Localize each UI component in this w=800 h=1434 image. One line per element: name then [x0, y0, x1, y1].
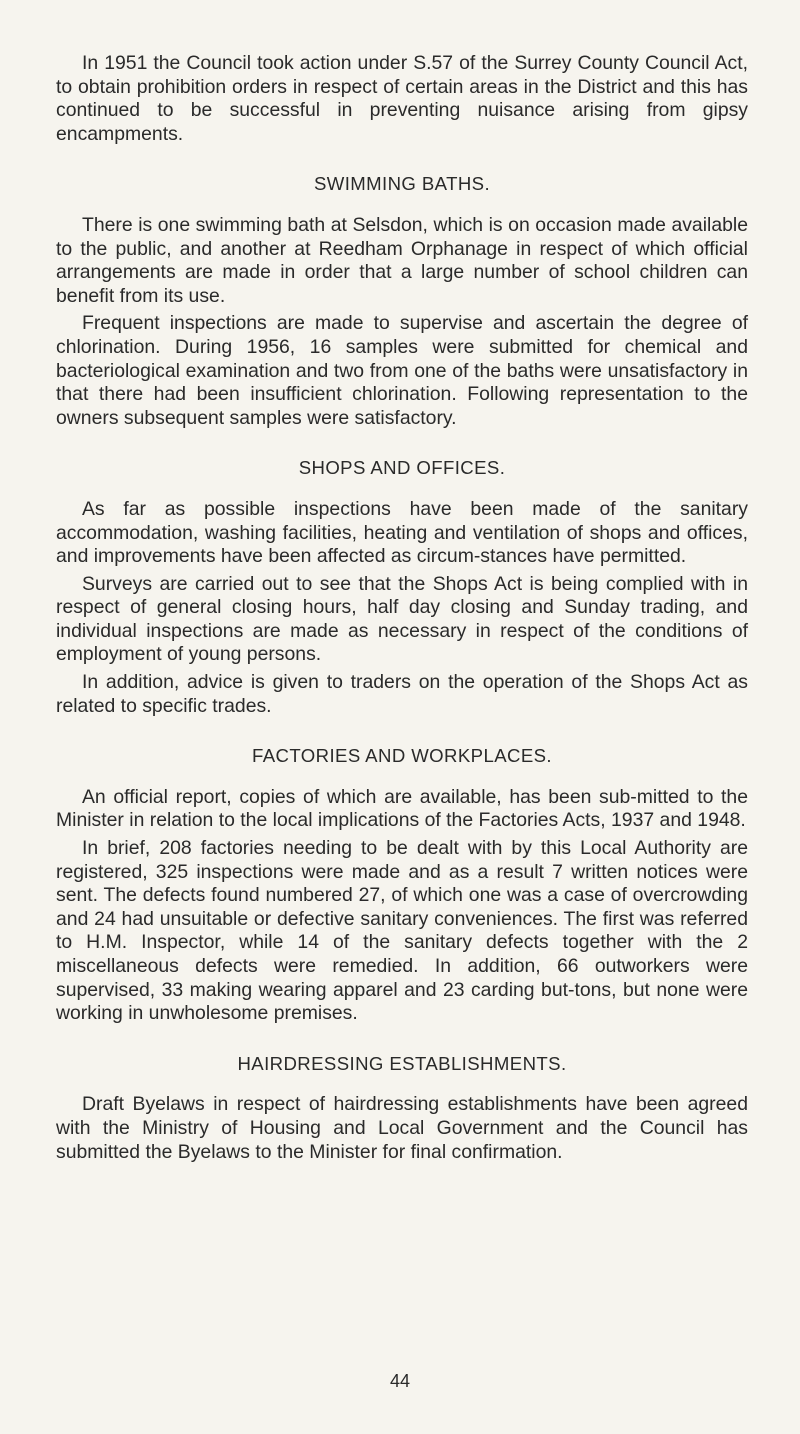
- section-heading: FACTORIES AND WORKPLACES.: [252, 745, 552, 767]
- section-heading: HAIRDRESSING ESTABLISHMENTS.: [237, 1052, 567, 1074]
- paragraph: Draft Byelaws in respect of hairdressing establishments have been agreed with the Ministry of Housing and Local Government and the Council has submitted the Byelaws to the Minister for final confirmation.: [56, 1093, 748, 1163]
- section-heading: SHOPS AND OFFICES.: [298, 457, 506, 479]
- paragraph: An official report, copies of which are available, has been sub-mitted to the Minister in relation to the local implications of the Factories Acts, 1937 and 1948.: [56, 785, 748, 832]
- paragraph: Surveys are carried out to see that the Shops Act is being complied with in respect of general closing hours, half day closing and Sunday trading, and individual inspections are made as necessary in respect of the conditions of employment of young persons.: [56, 572, 748, 666]
- intro-paragraph: In 1951 the Council took action under S.57 of the Surrey County Council Act, to obtain prohibition orders in respect of certain areas in the District and this has continued to be successful in preventing nuisance arising from gipsy encampments.: [56, 52, 748, 145]
- paragraph: In brief, 208 factories needing to be dealt with by this Local Authority are registered, 325 inspections were made and as a result 7 written notices were sent. The defects found numbered 27, of which one was a case of overcrowding and 24 had unsuitable or defective sanitary conveniences. The first was referred to H.M. Inspector, while 14 of the sanitary defects together with the 2 miscellaneous defects were remedied. In addition, 66 outworkers were supervised, 33 making wearing apparel and 23 carding but-tons, but none were working in unwholesome premises.: [56, 837, 748, 1025]
- page-number: 44: [389, 1371, 411, 1391]
- section-swimming-baths: [56, 172, 748, 430]
- section-heading: SWIMMING BATHS.: [313, 173, 491, 195]
- paragraph: There is one swimming bath at Selsdon, which is on occasion made available to the public, and another at Reedham Orphanage in respect of which official arrangements are made in order that a large number of school children can benefit from its use.: [56, 213, 748, 307]
- section-shops-offices: [56, 456, 748, 718]
- document-page: [56, 52, 748, 1164]
- section-hairdressing: [56, 1052, 748, 1164]
- paragraph: Frequent inspections are made to supervise and ascertain the degree of chlorination. During 1956, 16 samples were submitted for chemical and bacteriological examination and two from one of the baths were unsatisfactory in that there had been insufficient chlorination. Following representation to the owners subsequent samples were satisfactory.: [56, 312, 748, 429]
- paragraph: In addition, advice is given to traders on the operation of the Shops Act as related to specific trades.: [56, 671, 748, 717]
- section-factories-workplaces: [56, 744, 748, 1026]
- paragraph: As far as possible inspections have been made of the sanitary accommodation, washing facilities, heating and ventilation of shops and offices, and improvements have been affected as circum-stances have permitted.: [56, 497, 748, 568]
